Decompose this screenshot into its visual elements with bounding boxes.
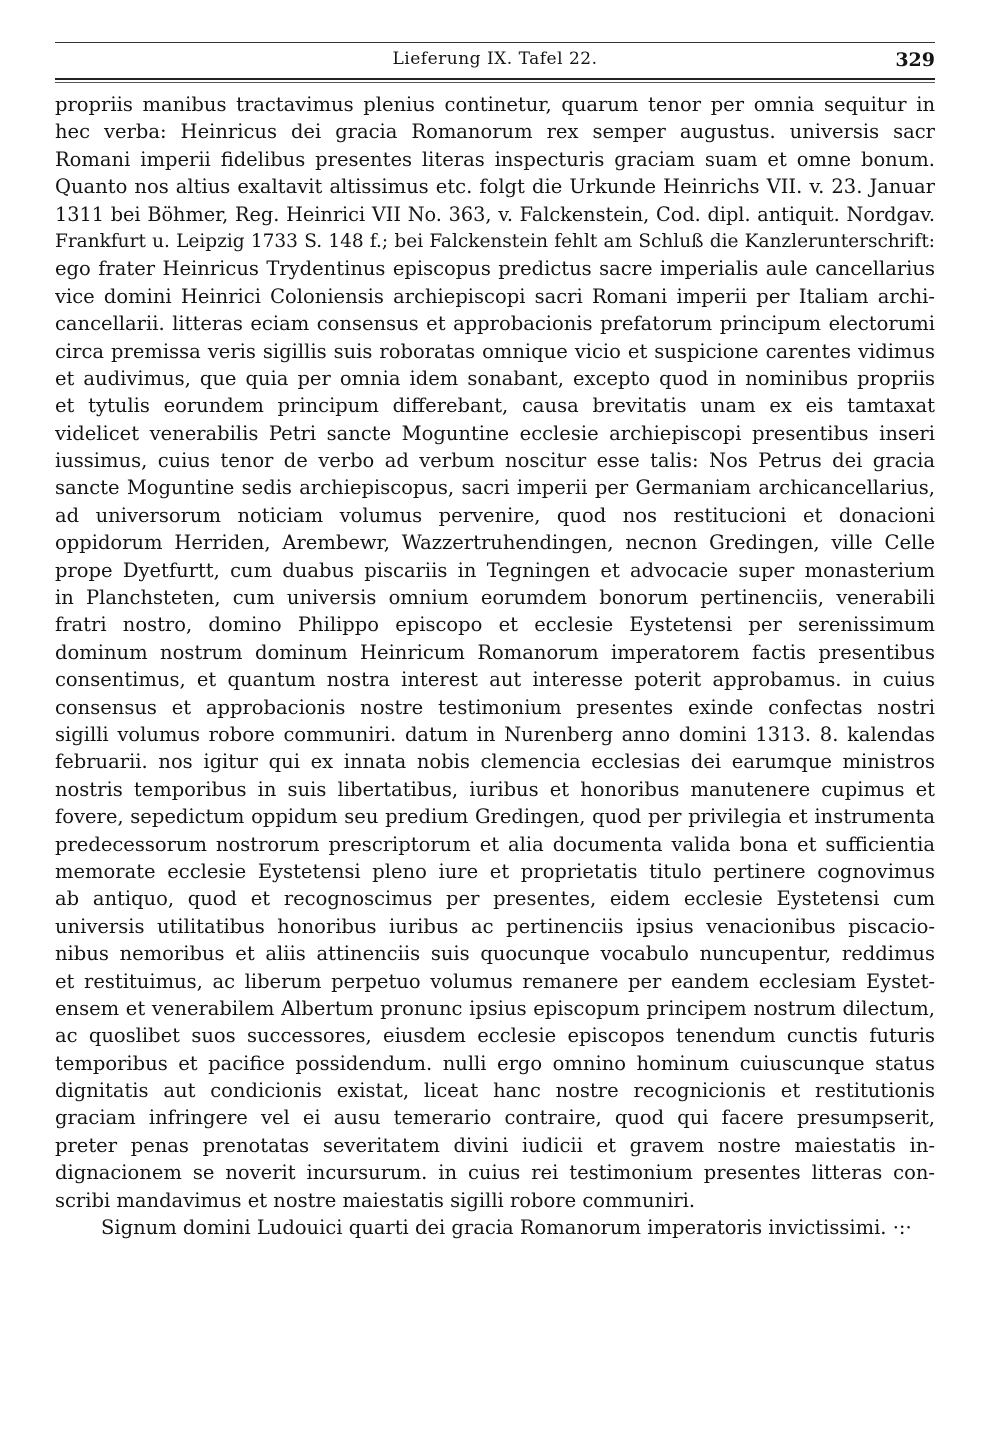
page-number: 329 xyxy=(895,49,935,71)
header-rule-bottom xyxy=(55,78,935,80)
text-line: propriis manibus tractavimus plenius continetur, quarum tenor per omnia sequitur in xyxy=(55,93,935,116)
text-line: ab antiquo, quod et recognoscimus per presentes, eidem ecclesie Eystetensi cum xyxy=(55,887,935,911)
text-line: Frankfurt u. Leipzig 1733 S. 148 f.; bei Falckenstein fehlt am Schluß die Kanzlerunterschrift: xyxy=(55,230,935,252)
text-line: circa premissa veris sigillis suis roboratas omnique vicio et suspicione carentes vidimus xyxy=(55,339,935,363)
text-line: preter penas prenotatas severitatem divini iudicii et gravem nostre maiestatis in- xyxy=(55,1133,935,1157)
text-line: predecessorum nostrorum prescriptorum et alia documenta valida bona et sufficientia xyxy=(55,832,935,856)
text-line: ego frater Heinricus Trydentinus episcopus predictus sacre imperialis aule cancellarius xyxy=(55,257,935,281)
header-rule-bottom-thin xyxy=(55,82,935,83)
text-line: Romani imperii fidelibus presentes literas inspecturis graciam suam et omne bonum. xyxy=(55,147,935,171)
text-line: consensus et approbacionis nostre testimonium presentes exinde confectas nostri xyxy=(55,695,935,719)
text-line: februarii. nos igitur qui ex innata nobis clemencia ecclesias dei earumque ministros xyxy=(55,750,935,774)
text-line: ac quoslibet suos successores, eiusdem ecclesie episcopos tenendum cunctis futuris xyxy=(55,1024,935,1048)
text-line: fratri nostro, domino Philippo episcopo et ecclesie Eystetensi per serenissimum xyxy=(55,613,935,637)
text-line: vice domini Heinrici Coloniensis archiepiscopi sacri Romani imperii per Italiam archi- xyxy=(55,284,935,308)
text-line: et audivimus, que quia per omnia idem sonabant, excepto quod in nominibus propriis xyxy=(55,366,935,390)
running-title: Lieferung IX. Tafel 22. xyxy=(392,49,598,69)
signum-line: Signum domini Ludouici quarti dei gracia Romanorum imperatoris invictissimi. ·:· xyxy=(101,1216,912,1240)
text-line: sancte Moguntine sedis archiepiscopus, sacri imperii per Germaniam archicancellarius, xyxy=(55,476,935,500)
text-line: dominum nostrum dominum Heinricum Romanorum imperatorem factis presentibus xyxy=(55,640,935,664)
text-line: ensem et venerabilem Albertum pronunc ipsius episcopum principem nostrum dilectum, xyxy=(55,996,935,1020)
text-line: universis utilitatibus honoribus iuribus ac pertinenciis ipsius venacionibus piscacio- xyxy=(55,914,935,938)
text-line: et restituimus, ac liberum perpetuo volumus remanere per eandem ecclesiam Eystet- xyxy=(55,969,935,993)
text-line: Quanto nos altius exaltavit altissimus etc. folgt die Urkunde Heinrichs VII. v. 23. Januar xyxy=(55,175,935,199)
text-line: in Planchsteten, cum universis omnium eorumdem bonorum pertinenciis, venerabili xyxy=(55,586,935,610)
text-line: fovere, sepedictum oppidum seu predium Gredingen, quod per privilegia et instrumenta xyxy=(55,805,935,829)
text-line: nostris temporibus in suis libertatibus, iuribus et honoribus manutenere cupimus et xyxy=(55,777,935,801)
text-line: dignacionem se noverit incursurum. in cuius rei testimonium presentes litteras con- xyxy=(55,1161,935,1185)
text-line: hec verba: Heinricus dei gracia Romanorum rex semper augustus. universis sacr xyxy=(55,120,935,144)
text-line: sigilli volumus robore communiri. datum in Nurenberg anno domini 1313. 8. kalendas xyxy=(55,722,935,746)
text-line: memorate ecclesie Eystetensi pleno iure et proprietatis titulo pertinere cognovimus xyxy=(55,859,935,883)
text-line: nibus nemoribus et aliis attinenciis suis quocunque vocabulo nuncupentur, reddimus xyxy=(55,942,935,966)
text-line: scribi mandavimus et nostre maiestatis sigilli robore communiri. xyxy=(55,1188,696,1212)
body-text xyxy=(55,91,935,1241)
text-line: ad universorum noticiam volumus pervenire, quod nos restitucioni et donacioni xyxy=(55,503,935,527)
text-line: iussimus, cuius tenor de verbo ad verbum noscitur esse talis: Nos Petrus dei gracia xyxy=(55,449,935,473)
text-line: oppidorum Herriden, Arembewr, Wazzertruhendingen, necnon Gredingen, ville Celle xyxy=(55,531,935,555)
running-head xyxy=(55,49,935,75)
text-line: temporibus et pacifice possidendum. nulli ergo omnino hominum cuiuscunque status xyxy=(55,1051,935,1075)
text-line: graciam infringere vel ei ausu temerario contraire, quod qui facere presumpserit, xyxy=(55,1106,935,1130)
header-rule-top xyxy=(55,42,935,43)
text-line: et tytulis eorundem principum differebant, causa brevitatis unam ex eis tamtaxat xyxy=(55,394,935,418)
text-line: prope Dyetfurtt, cum duabus piscariis in Tegningen et advocacie super monasterium xyxy=(55,558,935,582)
text-line: consentimus, et quantum nostra interest aut interesse poterit approbamus. in cuius xyxy=(55,668,935,692)
text-line: videlicet venerabilis Petri sancte Moguntine ecclesie archiepiscopi presentibus inseri xyxy=(55,421,935,445)
text-line: cancellarii. litteras eciam consensus et approbacionis prefatorum principum electorumi xyxy=(55,312,935,336)
text-line: 1311 bei Böhmer, Reg. Heinrici VII No. 363, v. Falckenstein, Cod. dipl. antiquit. Nordgav. xyxy=(55,202,935,226)
text-line: dignitatis aut condicionis existat, liceat hanc nostre recognicionis et restitutionis xyxy=(55,1079,935,1103)
